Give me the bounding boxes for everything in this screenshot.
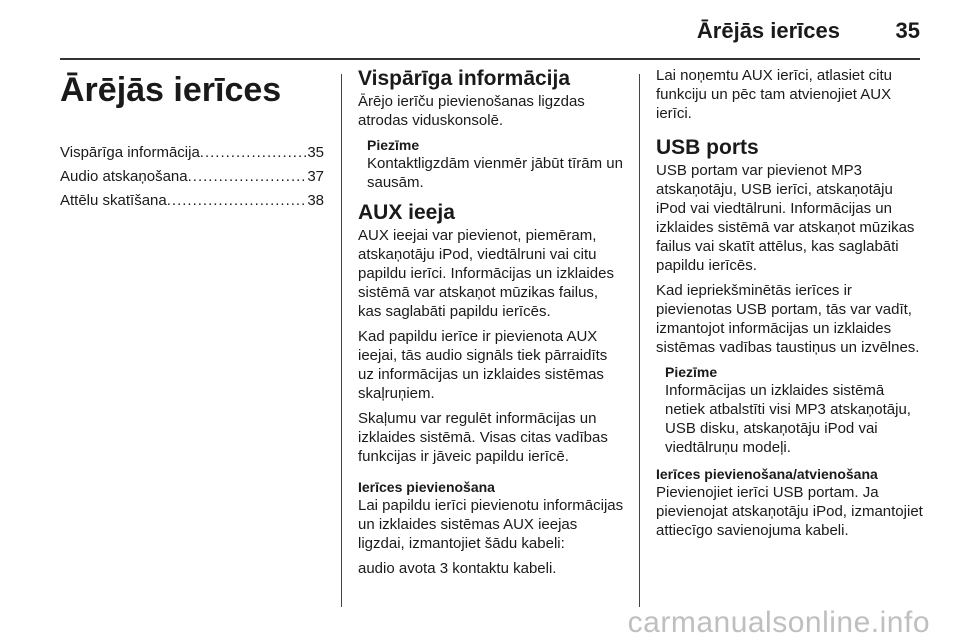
note-text: Kontaktligzdām vienmēr jābūt tīrām un sausām. bbox=[367, 155, 623, 191]
paragraph: Ārējo ierīču pievienošanas ligzdas atrodas viduskonsolē. bbox=[358, 93, 585, 129]
column-1 bbox=[60, 66, 324, 214]
page-number: 35 bbox=[895, 18, 920, 43]
toc-page: 35 bbox=[307, 144, 324, 161]
toc-leader bbox=[200, 142, 308, 163]
section-heading-usb: USB ports bbox=[656, 136, 759, 159]
paragraph: Lai noņemtu AUX ierīci, atlasiet citu funkciju un pēc tam atvienojiet AUX ierīci. bbox=[656, 67, 892, 122]
section-heading-general: Vispārīga informācija bbox=[358, 67, 571, 90]
toc-entry[interactable] bbox=[60, 190, 324, 211]
column-divider bbox=[341, 74, 342, 607]
note-box bbox=[656, 363, 924, 457]
running-title: Ārējās ierīces bbox=[696, 18, 840, 43]
paragraph: Pievienojiet ierīci USB portam. Ja pievienojat atskaņotāju iPod, izmantojiet attiecīgo savienojuma kabeli. bbox=[656, 484, 923, 539]
column-divider bbox=[639, 74, 640, 607]
paragraph: Lai papildu ierīci pievienotu informācijas un izklaides sistēmas AUX ieejas ligzdai, izmantojiet šādu kabeli: bbox=[358, 497, 624, 552]
paragraph: AUX ieejai var pievienot, piemēram, atskaņotāju iPod, viedtālruni vai citu papildu ierīci. Informācijas un izklaides sistēmā var atskaņot mūzikas failus, kas saglabāti papildu ierīcēs. bbox=[358, 227, 614, 320]
paragraph: audio avota 3 kontaktu kabeli. bbox=[358, 560, 557, 577]
toc-label: Audio atskaņošana bbox=[60, 168, 188, 185]
note-title: Piezīme bbox=[367, 137, 420, 153]
subheading-connect: Ierīces pievienošana bbox=[358, 479, 495, 495]
note-title: Piezīme bbox=[665, 364, 718, 380]
column-3 bbox=[656, 66, 924, 546]
page-header bbox=[60, 14, 920, 58]
toc-leader bbox=[167, 190, 308, 211]
paragraph: USB portam var pievienot MP3 atskaņotāju, USB ierīci, atskaņotāju iPod vai viedtālruni. Informācijas un izklaides sistēmā var atskaņot mūzikas failus vai skatīt attēlus, kas saglabāti papildu ierīcēs. bbox=[656, 162, 915, 274]
note-box bbox=[358, 136, 624, 192]
toc-leader bbox=[188, 166, 308, 187]
toc-label: Vispārīga informācija bbox=[60, 144, 200, 161]
paragraph: Skaļumu var regulēt informācijas un izklaides sistēmā. Visas citas vadības funkcijas ir jāveic papildu ierīcē. bbox=[358, 410, 608, 465]
column-2 bbox=[358, 66, 624, 584]
subheading-connect-disconnect: Ierīces pievienošana/atvienošana bbox=[656, 466, 878, 482]
section-heading-aux: AUX ieeja bbox=[358, 201, 455, 224]
note-text: Informācijas un izklaides sistēmā netiek atbalstīti visi MP3 atskaņotāju, USB disku, atskaņotāju iPod vai viedtālruņu modeļi. bbox=[665, 382, 911, 456]
toc-label: Attēlu skatīšana bbox=[60, 192, 167, 209]
watermark: carmanualsonline.info bbox=[627, 606, 930, 639]
paragraph: Kad iepriekšminētās ierīces ir pievienotas USB portam, tās var vadīt, izmantojot informācijas un izklaides sistēmas vadības taustiņus un izvēlnes. bbox=[656, 282, 920, 356]
toc-page: 37 bbox=[307, 168, 324, 185]
paragraph: Kad papildu ierīce ir pievienota AUX ieejai, tās audio signāls tiek pārraidīts uz informācijas un izklaides sistēmas skaļruņiem. bbox=[358, 328, 608, 402]
header-rule bbox=[60, 58, 920, 60]
toc-entry[interactable] bbox=[60, 142, 324, 163]
toc-entry[interactable] bbox=[60, 166, 324, 187]
toc-page: 38 bbox=[307, 192, 324, 209]
chapter-title: Ārējās ierīces bbox=[60, 71, 282, 109]
